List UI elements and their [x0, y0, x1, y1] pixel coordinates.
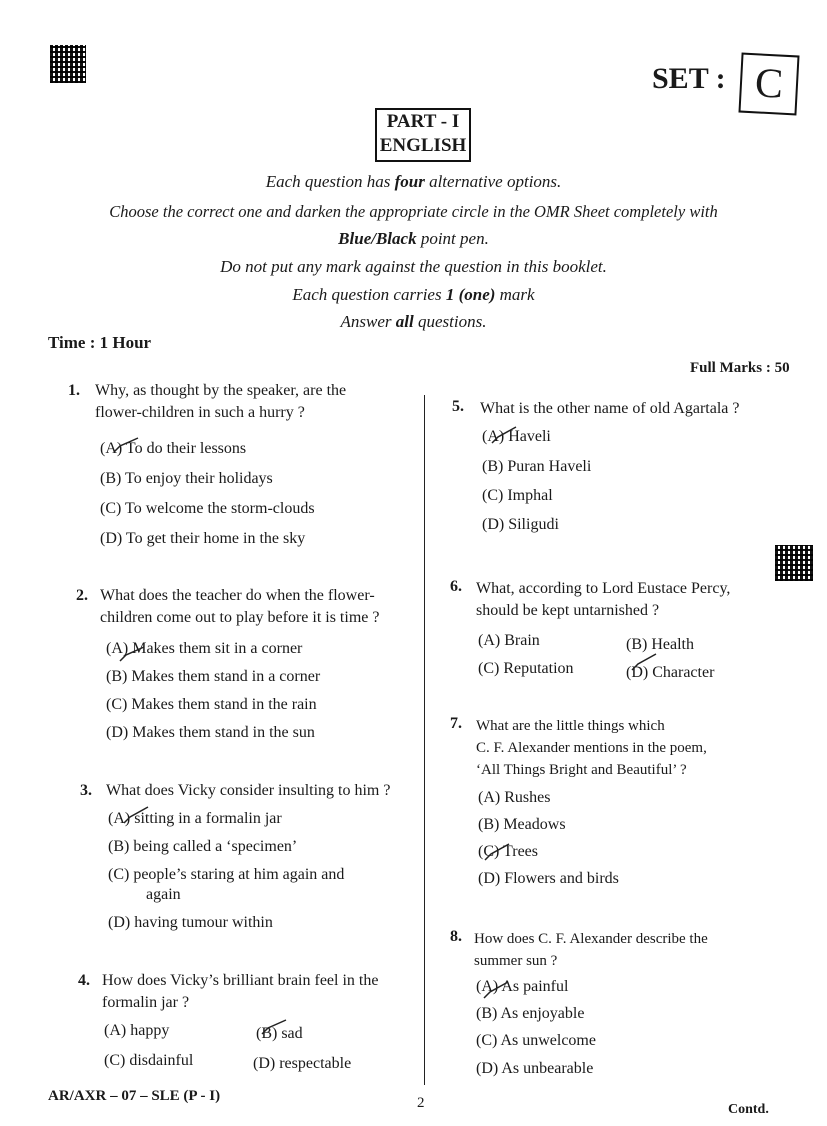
option-c[interactable]: (C) Imphal [482, 487, 553, 504]
option-d[interactable]: (D) Siligudi [482, 516, 559, 533]
tick-mark-icon [482, 980, 512, 1000]
question-text: How does C. F. Alexander describe the summer sun ? [474, 931, 708, 969]
full-marks-label: Full Marks : 50 [690, 360, 790, 376]
option-a[interactable]: (A) Makes them sit in a corner [106, 640, 303, 657]
instruction-line-1: Each question has four alternative options. [265, 172, 562, 191]
question-text: What is the other name of old Agartala ? [480, 400, 740, 417]
option-c[interactable]: (C) To welcome the storm-clouds [100, 500, 315, 517]
option-b[interactable]: (B) Health [626, 636, 694, 653]
option-c[interactable]: (C) As unwelcome [476, 1032, 596, 1049]
option-a[interactable]: (A) sitting in a formalin jar [108, 810, 282, 827]
tick-mark-icon [483, 842, 513, 862]
option-b[interactable]: (B) To enjoy their holidays [100, 470, 273, 487]
question-text: Why, as thought by the speaker, are the flower-children in such a hurry ? [95, 382, 347, 421]
option-b[interactable]: (B) sad [256, 1025, 303, 1042]
footer-code: AR/AXR – 07 – SLE (P - I) [48, 1088, 221, 1104]
tick-mark-icon [112, 436, 142, 456]
option-d[interactable]: (D) Makes them stand in the sun [106, 724, 315, 741]
option-d[interactable]: (D) Character [626, 664, 715, 681]
option-d[interactable]: (D) having tumour within [108, 914, 273, 931]
option-b[interactable]: (B) As enjoyable [476, 1005, 585, 1022]
option-d[interactable]: (D) Flowers and birds [478, 870, 619, 887]
option-a[interactable]: (A) Rushes [478, 789, 551, 806]
option-b[interactable]: (B) being called a ‘specimen’ [108, 838, 298, 855]
tick-mark-icon [260, 1018, 290, 1038]
option-a[interactable]: (A) Brain [478, 632, 540, 649]
tick-mark-icon [630, 652, 660, 672]
question-text: What does the teacher do when the flower- children come out to play before it is time ? [100, 587, 380, 626]
option-c[interactable]: (C) people’s staring at him again and [108, 866, 345, 883]
option-a[interactable]: (A) Haveli [482, 428, 551, 445]
instruction-line-2: Choose the correct one and darken the appropriate circle in the OMR Sheet completely with [109, 202, 718, 221]
set-value-box [738, 53, 799, 116]
option-c[interactable]: (C) Reputation [478, 660, 574, 677]
tick-mark-icon [490, 425, 520, 445]
part-box [375, 108, 471, 162]
question-number: 6. [450, 578, 462, 595]
option-c[interactable]: (C) disdainful [104, 1052, 194, 1069]
option-d[interactable]: (D) As unbearable [476, 1060, 594, 1077]
question-number: 5. [452, 398, 464, 415]
option-c-continued: again [146, 886, 181, 903]
question-number: 8. [450, 928, 462, 945]
option-c[interactable]: (C) Trees [478, 843, 539, 860]
option-d[interactable]: (D) respectable [253, 1055, 352, 1072]
qr-code-top-left [50, 45, 86, 83]
instruction-line-6: Answer all questions. [340, 312, 487, 331]
set-value: C [753, 60, 785, 108]
question-text: What are the little things which C. F. Alexander mentions in the poem, ‘All Things Bright and Beautiful’ ? [476, 718, 707, 778]
question-number: 7. [450, 715, 462, 732]
subject-title: ENGLISH [379, 135, 467, 156]
question-number: 3. [80, 782, 92, 799]
time-label: Time : 1 Hour [48, 333, 152, 352]
instruction-line-3: Blue/Black point pen. [338, 229, 489, 248]
question-text: What does Vicky consider insulting to him ? [106, 782, 391, 799]
tick-mark-icon [122, 805, 152, 825]
part-title: PART - I [386, 111, 460, 132]
option-c[interactable]: (C) Makes them stand in the rain [106, 696, 317, 713]
option-b[interactable]: (B) Makes them stand in a corner [106, 668, 321, 685]
set-label: SET : [652, 62, 726, 95]
option-b[interactable]: (B) Meadows [478, 816, 566, 833]
question-text: How does Vicky’s brilliant brain feel in the formalin jar ? [102, 972, 379, 1011]
question-number: 2. [76, 587, 88, 604]
option-a[interactable]: (A) As painful [476, 978, 569, 995]
question-text: What, according to Lord Eustace Percy, should be kept untarnished ? [476, 580, 731, 619]
option-b[interactable]: (B) Puran Haveli [482, 458, 592, 475]
tick-mark-icon [118, 645, 148, 665]
question-number: 1. [68, 382, 80, 399]
option-d[interactable]: (D) To get their home in the sky [100, 530, 306, 547]
contd-label: Contd. [728, 1102, 769, 1117]
page-number: 2 [417, 1095, 425, 1111]
option-a[interactable]: (A) happy [104, 1022, 170, 1039]
question-number: 4. [78, 972, 90, 989]
instruction-line-5: Each question carries 1 (one) mark [292, 285, 535, 304]
column-divider [424, 395, 425, 1085]
instruction-line-4: Do not put any mark against the question in this booklet. [220, 257, 607, 276]
qr-code-right [775, 545, 813, 581]
option-a[interactable]: (A) To do their lessons [100, 440, 247, 457]
